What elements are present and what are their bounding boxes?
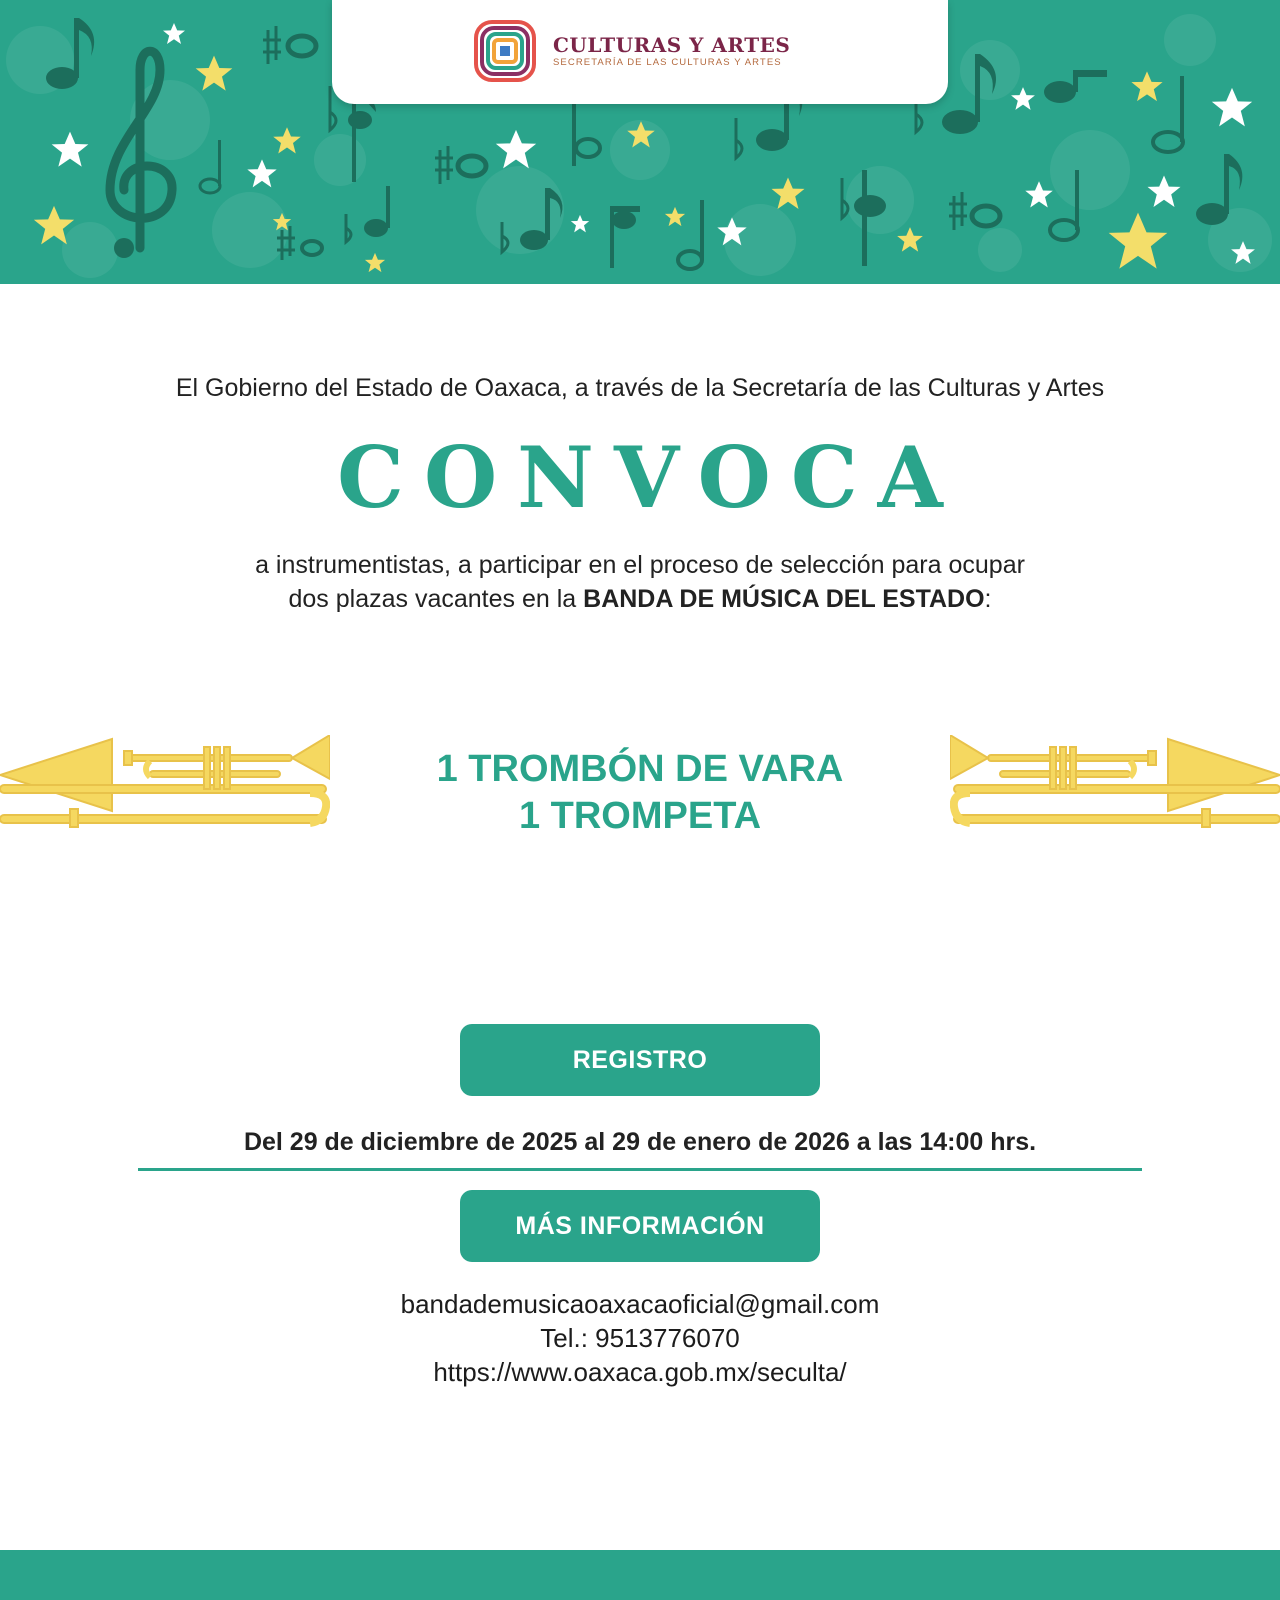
description-line-1: a instrumentistas, a participar en el proceso de selección para ocupar	[255, 551, 1025, 579]
band-name: BANDA DE MÚSICA DEL ESTADO	[583, 585, 985, 613]
description-line-2	[0, 582, 1280, 616]
divider	[138, 1168, 1142, 1171]
description-line-2-text: dos plazas vacantes en la	[288, 585, 584, 613]
logo-subtitle: SECRETARÍA DE LAS CULTURAS Y ARTES	[553, 57, 782, 68]
contact-url[interactable]: https://www.oaxaca.gob.mx/seculta/	[433, 1357, 847, 1387]
description-line-2-end: :	[984, 585, 992, 613]
contact-info	[0, 1287, 1280, 1389]
logo-title: CULTURAS Y ARTES	[553, 33, 791, 57]
registro-button[interactable]: REGISTRO	[460, 1024, 820, 1096]
intro-text: El Gobierno del Estado de Oaxaca, a través de la Secretaría de las Culturas y Artes	[175, 374, 1105, 402]
position-item: 1 TROMPETA	[518, 795, 762, 837]
description	[0, 548, 1280, 616]
headline: CONVOCA	[337, 428, 963, 527]
registration-dates: Del 29 de diciembre de 2025 al 29 de enero de 2026 a las 14:00 hrs.	[243, 1128, 1037, 1156]
positions-list	[0, 746, 1280, 840]
position-item: 1 TROMBÓN DE VARA	[436, 748, 844, 790]
contact-phone: Tel.: 9513776070	[540, 1323, 740, 1353]
more-info-button[interactable]: MÁS INFORMACIÓN	[460, 1190, 820, 1262]
culturas-emblem-icon	[474, 20, 536, 82]
logo-card	[332, 0, 948, 104]
header-banner	[0, 0, 1280, 284]
contact-email[interactable]: bandademusicaoaxacaoficial@gmail.com	[400, 1289, 880, 1319]
footer-bar	[0, 1550, 1280, 1600]
